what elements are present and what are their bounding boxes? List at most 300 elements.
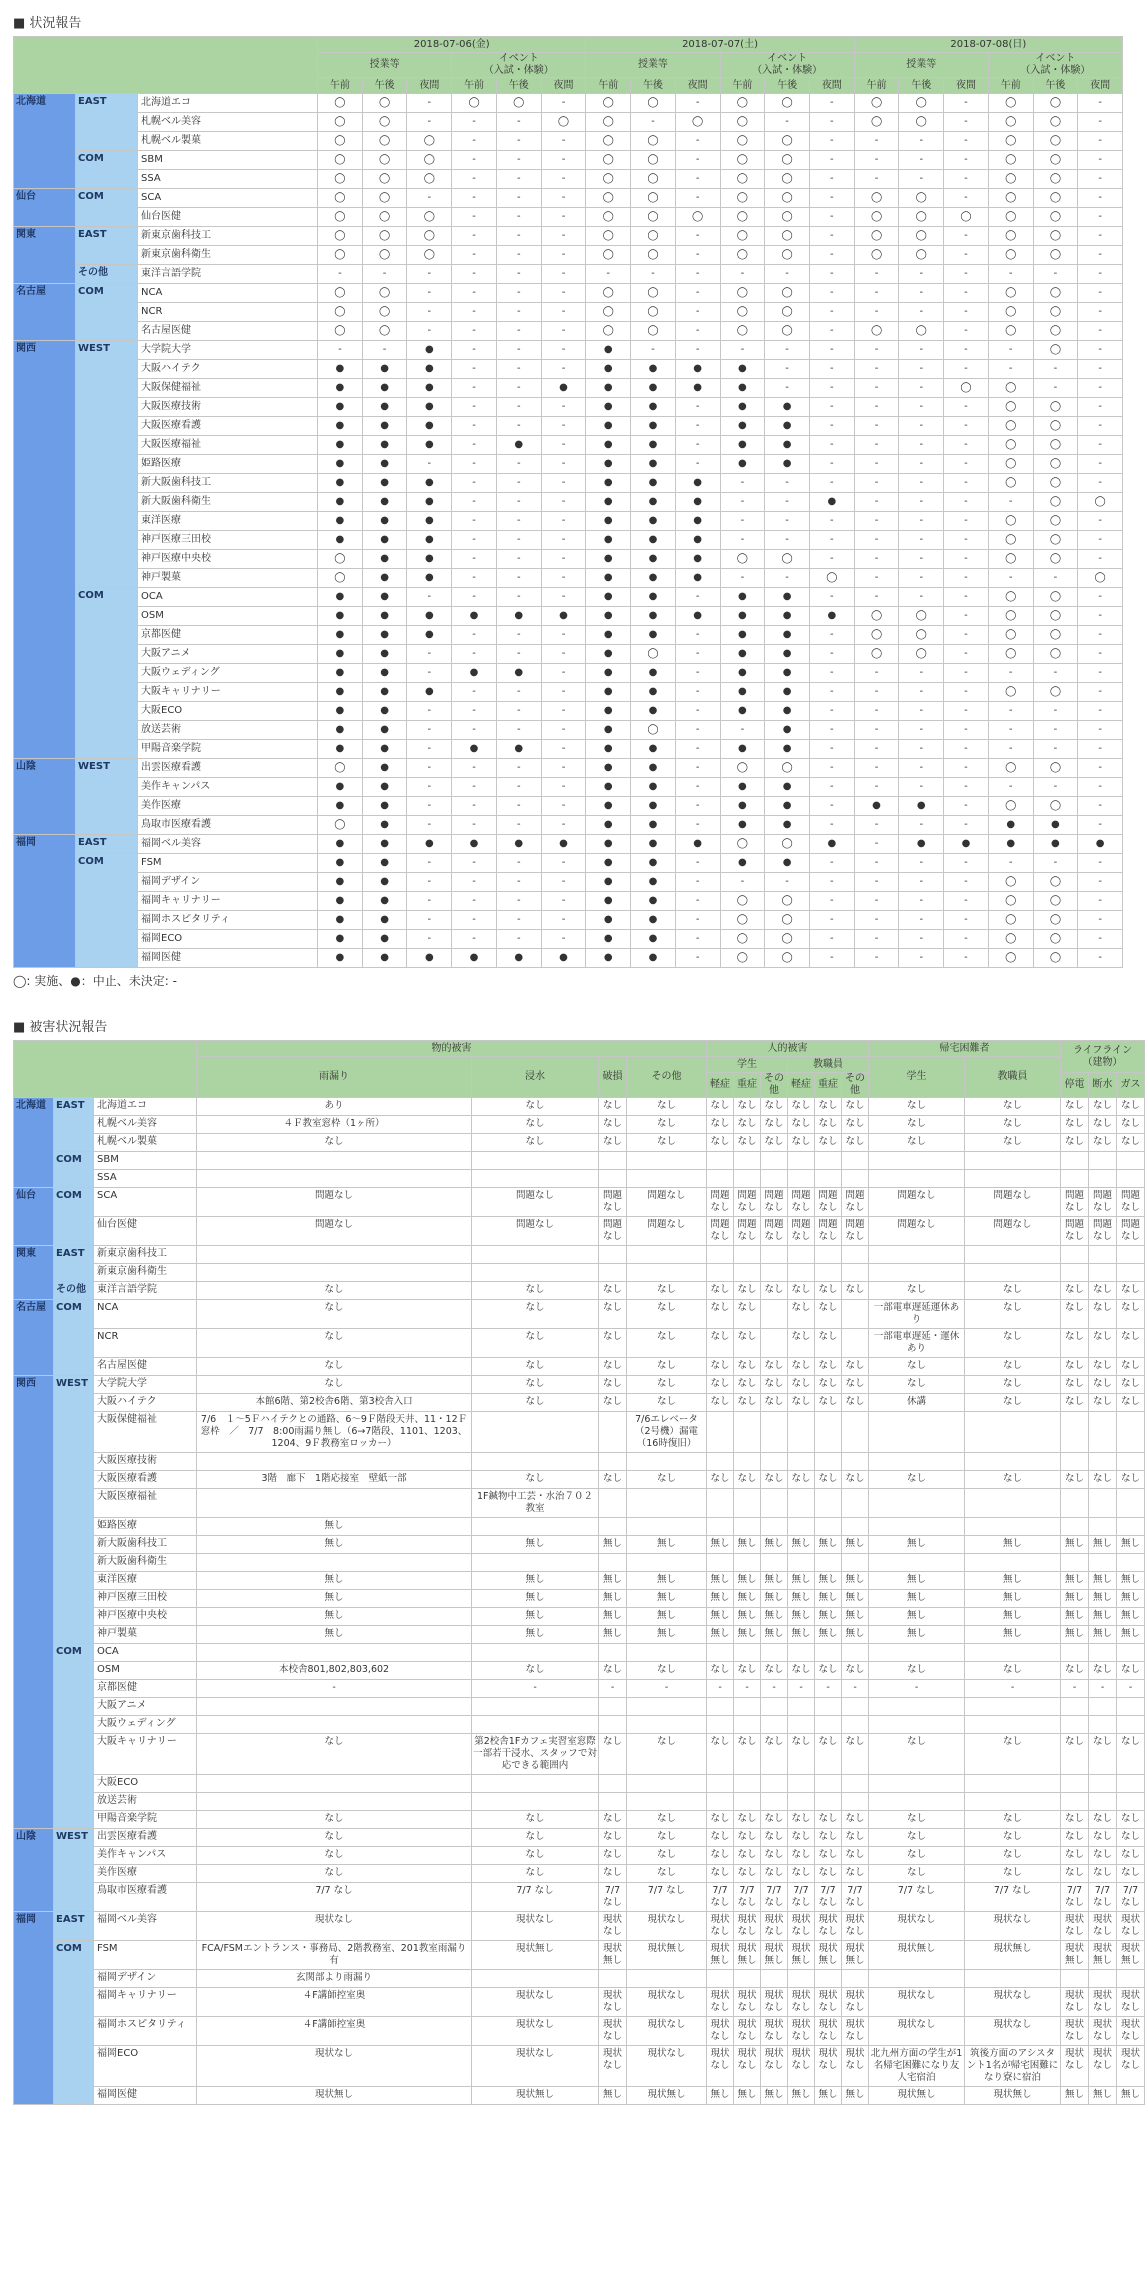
cancelled-mark: ● <box>586 854 631 873</box>
damage-cell: なし <box>965 1829 1061 1847</box>
undecided-mark: - <box>496 398 541 417</box>
slot-header: 午後 <box>496 78 541 94</box>
damage-cell <box>965 1793 1061 1811</box>
cancelled-mark: ● <box>765 455 810 474</box>
damage-cell <box>1117 1412 1145 1453</box>
damage-cell <box>815 1152 842 1170</box>
damage-cell: なし <box>965 1329 1061 1358</box>
damage-cell: なし <box>965 1134 1061 1152</box>
status-row <box>14 949 1123 968</box>
undecided-mark: - <box>675 341 720 360</box>
damage-cell: なし <box>815 1829 842 1847</box>
cancelled-mark: ● <box>362 607 407 626</box>
region-cell: 仙台 <box>14 189 76 227</box>
undecided-mark: - <box>1033 721 1078 740</box>
damage-row <box>14 1572 1145 1590</box>
damage-cell: なし <box>734 1865 761 1883</box>
damage-cell: 無し <box>842 1608 869 1626</box>
physical-sub-header: 破損 <box>599 1057 627 1098</box>
physical-damage-header: 物的被害 <box>197 1041 707 1057</box>
undecided-mark: - <box>407 284 452 303</box>
date-header: 2018-07-08(日) <box>854 37 1122 53</box>
damage-cell <box>627 1453 707 1471</box>
status-row <box>14 113 1123 132</box>
damage-cell: なし <box>815 1134 842 1152</box>
held-mark: ◯ <box>854 208 899 227</box>
undecided-mark: - <box>854 550 899 569</box>
damage-cell: なし <box>788 1376 815 1394</box>
undecided-mark: - <box>809 740 854 759</box>
damage-cell <box>1117 1264 1145 1282</box>
held-mark: ◯ <box>1033 645 1078 664</box>
held-mark: ◯ <box>362 132 407 151</box>
damage-cell: なし <box>472 1376 599 1394</box>
cancelled-mark: ● <box>318 398 363 417</box>
undecided-mark: - <box>452 531 497 550</box>
cancelled-mark: ● <box>586 873 631 892</box>
damage-cell: なし <box>842 1811 869 1829</box>
damage-cell: 無し <box>472 1590 599 1608</box>
held-mark: ◯ <box>362 227 407 246</box>
damage-cell <box>197 1453 472 1471</box>
undecided-mark: - <box>988 702 1033 721</box>
undecided-mark: - <box>854 284 899 303</box>
held-mark: ◯ <box>586 246 631 265</box>
held-mark: ◯ <box>1033 759 1078 778</box>
damage-cell: なし <box>197 1300 472 1329</box>
damage-row <box>14 1282 1145 1300</box>
held-mark: ◯ <box>988 246 1033 265</box>
status-row <box>14 835 1123 854</box>
injury-header: 軽症 <box>707 1073 734 1098</box>
school-name: 大阪ハイテク <box>138 360 318 379</box>
undecided-mark: - <box>496 645 541 664</box>
cancelled-mark: ● <box>854 797 899 816</box>
damage-cell: なし <box>734 1829 761 1847</box>
school-name: 姫路医療 <box>138 455 318 474</box>
held-mark: ◯ <box>765 550 810 569</box>
cancelled-mark: ● <box>407 493 452 512</box>
undecided-mark: - <box>1078 436 1123 455</box>
damage-cell <box>197 1264 472 1282</box>
status-row <box>14 873 1123 892</box>
damage-cell: 無し <box>965 1626 1061 1644</box>
undecided-mark: - <box>1078 550 1123 569</box>
damage-cell: 現状なし <box>815 1988 842 2017</box>
damage-cell: 無し <box>788 1626 815 1644</box>
held-mark: ◯ <box>631 227 676 246</box>
school-name: 新大阪歯科技工 <box>138 474 318 493</box>
damage-cell: 無し <box>734 2087 761 2105</box>
held-mark: ◯ <box>988 892 1033 911</box>
school-name: 大阪アニメ <box>94 1698 197 1716</box>
undecided-mark: - <box>899 816 944 835</box>
damage-cell: なし <box>734 1300 761 1329</box>
undecided-mark: - <box>944 607 989 626</box>
undecided-mark: - <box>496 569 541 588</box>
undecided-mark: - <box>541 341 586 360</box>
damage-cell: 現状無し <box>472 2087 599 2105</box>
damage-cell: なし <box>869 1116 965 1134</box>
damage-row <box>14 1941 1145 1970</box>
cancelled-mark: ● <box>586 892 631 911</box>
cancelled-mark: ● <box>318 493 363 512</box>
damage-cell: なし <box>788 1847 815 1865</box>
held-mark: ◯ <box>988 170 1033 189</box>
damage-cell: なし <box>1089 1662 1117 1680</box>
undecided-mark: - <box>1033 778 1078 797</box>
damage-cell: 問題なし <box>1089 1217 1117 1246</box>
undecided-mark: - <box>1078 132 1123 151</box>
cancelled-mark: ● <box>362 778 407 797</box>
cancelled-mark: ● <box>586 778 631 797</box>
damage-cell: なし <box>197 1282 472 1300</box>
damage-cell: 7/7 なし <box>869 1883 965 1912</box>
region-cell: 名古屋 <box>14 284 76 341</box>
damage-cell: なし <box>472 1329 599 1358</box>
damage-cell: 無し <box>842 1590 869 1608</box>
undecided-mark: - <box>809 265 854 284</box>
damage-cell: 現状無し <box>842 1941 869 1970</box>
cancelled-mark: ● <box>675 569 720 588</box>
undecided-mark: - <box>809 778 854 797</box>
school-name: 仙台医健 <box>138 208 318 227</box>
held-mark: ◯ <box>720 246 765 265</box>
damage-cell <box>599 1246 627 1264</box>
held-mark: ◯ <box>407 151 452 170</box>
damage-cell: 現状なし <box>761 1988 788 2017</box>
undecided-mark: - <box>541 759 586 778</box>
damage-cell: 無し <box>1089 1572 1117 1590</box>
held-mark: ◯ <box>631 208 676 227</box>
damage-cell: なし <box>965 1116 1061 1134</box>
damage-cell <box>472 1453 599 1471</box>
damage-cell: - <box>965 1680 1061 1698</box>
cancelled-mark: ● <box>407 835 452 854</box>
damage-cell <box>965 1716 1061 1734</box>
cancelled-mark: ● <box>362 417 407 436</box>
cancelled-mark: ● <box>362 816 407 835</box>
damage-cell: なし <box>627 1734 707 1775</box>
damage-cell: 現状なし <box>1061 1988 1089 2017</box>
school-name: 新大阪歯科衛生 <box>94 1554 197 1572</box>
undecided-mark: - <box>809 759 854 778</box>
undecided-mark: - <box>541 170 586 189</box>
damage-cell <box>599 1775 627 1793</box>
damage-row <box>14 1170 1145 1188</box>
undecided-mark: - <box>899 588 944 607</box>
damage-cell: 無し <box>707 1626 734 1644</box>
damage-cell: 現状無し <box>869 1941 965 1970</box>
damage-cell <box>869 1412 965 1453</box>
damage-cell <box>761 1518 788 1536</box>
school-name: 大阪医療福祉 <box>138 436 318 455</box>
undecided-mark: - <box>944 227 989 246</box>
damage-cell <box>869 1793 965 1811</box>
damage-cell: 現状無し <box>965 2087 1061 2105</box>
undecided-mark: - <box>944 151 989 170</box>
undecided-mark: - <box>944 113 989 132</box>
damage-cell: なし <box>707 1329 734 1358</box>
damage-cell <box>815 1775 842 1793</box>
damage-cell: なし <box>627 1282 707 1300</box>
damage-cell: なし <box>627 1358 707 1376</box>
damage-cell: なし <box>599 1865 627 1883</box>
damage-cell: なし <box>761 1394 788 1412</box>
damage-cell: なし <box>707 1098 734 1116</box>
cancelled-mark: ● <box>586 835 631 854</box>
undecided-mark: - <box>765 493 810 512</box>
cancelled-mark: ● <box>675 531 720 550</box>
undecided-mark: - <box>809 436 854 455</box>
damage-cell <box>842 1793 869 1811</box>
undecided-mark: - <box>854 873 899 892</box>
damage-cell: 無し <box>707 2087 734 2105</box>
held-mark: ◯ <box>720 892 765 911</box>
damage-cell: なし <box>707 1116 734 1134</box>
undecided-mark: - <box>899 531 944 550</box>
school-name: 北海道エコ <box>138 94 318 113</box>
status-row <box>14 740 1123 759</box>
cancelled-mark: ● <box>586 341 631 360</box>
damage-cell <box>965 1775 1061 1793</box>
undecided-mark: - <box>899 170 944 189</box>
cancelled-mark: ● <box>631 398 676 417</box>
held-mark: ◯ <box>1033 474 1078 493</box>
undecided-mark: - <box>541 436 586 455</box>
damage-cell <box>842 1716 869 1734</box>
damage-cell: 問題なし <box>815 1188 842 1217</box>
held-mark: ◯ <box>1033 284 1078 303</box>
cancelled-mark: ● <box>318 740 363 759</box>
damage-cell: なし <box>472 1662 599 1680</box>
undecided-mark: - <box>809 854 854 873</box>
damage-row <box>14 1134 1145 1152</box>
undecided-mark: - <box>541 702 586 721</box>
damage-cell: 現状なし <box>869 1912 965 1941</box>
undecided-mark: - <box>452 436 497 455</box>
undecided-mark: - <box>675 702 720 721</box>
damage-cell: 現状なし <box>197 1912 472 1941</box>
cancelled-mark: ● <box>765 797 810 816</box>
held-mark: ◯ <box>452 94 497 113</box>
class-header: 授業等 <box>854 53 988 78</box>
damage-cell <box>788 1453 815 1471</box>
held-mark: ◯ <box>407 227 452 246</box>
damage-cell: なし <box>627 1098 707 1116</box>
damage-cell: - <box>197 1680 472 1698</box>
held-mark: ◯ <box>988 398 1033 417</box>
damage-cell <box>965 1489 1061 1518</box>
undecided-mark: - <box>452 911 497 930</box>
undecided-mark: - <box>1078 94 1123 113</box>
cancelled-mark: ● <box>988 835 1033 854</box>
cancelled-mark: ● <box>496 949 541 968</box>
held-mark: ◯ <box>988 512 1033 531</box>
undecided-mark: - <box>854 892 899 911</box>
held-mark: ◯ <box>988 474 1033 493</box>
cancelled-mark: ● <box>586 493 631 512</box>
held-mark: ◯ <box>407 208 452 227</box>
cancelled-mark: ● <box>586 759 631 778</box>
undecided-mark: - <box>1078 379 1123 398</box>
undecided-mark: - <box>720 531 765 550</box>
damage-cell: 無し <box>965 1608 1061 1626</box>
undecided-mark: - <box>496 930 541 949</box>
cancelled-mark: ● <box>318 379 363 398</box>
damage-cell: 現状なし <box>1089 2046 1117 2087</box>
undecided-mark: - <box>541 683 586 702</box>
damage-cell <box>815 1644 842 1662</box>
undecided-mark: - <box>988 740 1033 759</box>
undecided-mark: - <box>854 854 899 873</box>
undecided-mark: - <box>809 873 854 892</box>
undecided-mark: - <box>809 588 854 607</box>
undecided-mark: - <box>854 911 899 930</box>
damage-cell <box>627 1698 707 1716</box>
damage-cell <box>1089 1412 1117 1453</box>
school-name: 福岡ホスピタリティ <box>94 2017 197 2046</box>
undecided-mark: - <box>899 436 944 455</box>
undecided-mark: - <box>452 816 497 835</box>
cancelled-mark: ● <box>362 569 407 588</box>
damage-row <box>14 1518 1145 1536</box>
cancelled-mark: ● <box>318 455 363 474</box>
held-mark: ◯ <box>586 303 631 322</box>
damage-row <box>14 1716 1145 1734</box>
undecided-mark: - <box>407 645 452 664</box>
held-mark: ◯ <box>988 151 1033 170</box>
cancelled-mark: ● <box>720 778 765 797</box>
undecided-mark: - <box>944 550 989 569</box>
damage-cell: なし <box>627 1662 707 1680</box>
damage-cell: なし <box>761 1734 788 1775</box>
cancelled-mark: ● <box>407 683 452 702</box>
undecided-mark: - <box>452 721 497 740</box>
undecided-mark: - <box>944 322 989 341</box>
cancelled-mark: ● <box>586 740 631 759</box>
damage-cell: なし <box>734 1376 761 1394</box>
held-mark: ◯ <box>631 132 676 151</box>
undecided-mark: - <box>899 379 944 398</box>
cancelled-mark: ● <box>452 949 497 968</box>
damage-cell <box>815 1489 842 1518</box>
region-cell: 関東 <box>14 1246 54 1300</box>
damage-cell: なし <box>197 1847 472 1865</box>
undecided-mark: - <box>541 740 586 759</box>
damage-cell <box>761 1170 788 1188</box>
held-mark: ◯ <box>854 607 899 626</box>
damage-cell: 無し <box>734 1608 761 1626</box>
held-mark: ◯ <box>899 189 944 208</box>
undecided-mark: - <box>452 702 497 721</box>
damage-cell: 現状無し <box>869 2087 965 2105</box>
status-row <box>14 227 1123 246</box>
undecided-mark: - <box>541 132 586 151</box>
damage-row <box>14 1489 1145 1518</box>
status-table <box>13 36 1123 968</box>
damage-cell: なし <box>627 1116 707 1134</box>
undecided-mark: - <box>809 455 854 474</box>
undecided-mark: - <box>1078 721 1123 740</box>
held-mark: ◯ <box>1033 512 1078 531</box>
damage-cell: 現状なし <box>788 2046 815 2087</box>
held-mark: ◯ <box>988 303 1033 322</box>
held-mark: ◯ <box>362 284 407 303</box>
damage-cell <box>599 1644 627 1662</box>
damage-cell <box>472 1412 599 1453</box>
damage-cell <box>627 1716 707 1734</box>
cancelled-mark: ● <box>586 379 631 398</box>
cancelled-mark: ● <box>631 835 676 854</box>
cancelled-mark: ● <box>586 550 631 569</box>
undecided-mark: - <box>496 778 541 797</box>
damage-cell: 無し <box>197 1536 472 1554</box>
held-mark: ◯ <box>765 303 810 322</box>
stranded-sub-header: 学生 <box>869 1057 965 1098</box>
damage-cell: なし <box>761 1116 788 1134</box>
region-cell: 名古屋 <box>14 1300 54 1376</box>
undecided-mark: - <box>854 493 899 512</box>
undecided-mark: - <box>1078 683 1123 702</box>
undecided-mark: - <box>854 531 899 550</box>
damage-cell: 現状無し <box>627 1941 707 1970</box>
held-mark: ◯ <box>1033 132 1078 151</box>
damage-cell: 現状なし <box>965 2017 1061 2046</box>
damage-cell: なし <box>1089 1865 1117 1883</box>
held-mark: ◯ <box>988 436 1033 455</box>
damage-cell: なし <box>1117 1865 1145 1883</box>
undecided-mark: - <box>899 151 944 170</box>
undecided-mark: - <box>452 683 497 702</box>
held-mark: ◯ <box>318 550 363 569</box>
undecided-mark: - <box>496 550 541 569</box>
undecided-mark: - <box>407 588 452 607</box>
damage-cell <box>869 1554 965 1572</box>
undecided-mark: - <box>899 759 944 778</box>
damage-cell: 7/7 なし <box>965 1883 1061 1912</box>
undecided-mark: - <box>452 930 497 949</box>
undecided-mark: - <box>944 645 989 664</box>
damage-cell: なし <box>1061 1116 1089 1134</box>
slot-header: 夜間 <box>944 78 989 94</box>
damage-cell: 無し <box>1117 1536 1145 1554</box>
held-mark: ◯ <box>1033 322 1078 341</box>
damage-row <box>14 1453 1145 1471</box>
undecided-mark: - <box>675 417 720 436</box>
damage-cell: なし <box>627 1471 707 1489</box>
cancelled-mark: ● <box>362 797 407 816</box>
undecided-mark: - <box>541 265 586 284</box>
damage-cell: なし <box>627 1394 707 1412</box>
undecided-mark: - <box>541 645 586 664</box>
damage-cell: 無し <box>1117 1608 1145 1626</box>
physical-sub-header: 浸水 <box>472 1057 599 1098</box>
damage-cell: 現状なし <box>788 2017 815 2046</box>
cancelled-mark: ● <box>541 607 586 626</box>
school-name: 東洋医療 <box>138 512 318 531</box>
cancelled-mark: ● <box>318 702 363 721</box>
held-mark: ◯ <box>944 379 989 398</box>
damage-cell: 現状なし <box>472 2017 599 2046</box>
damage-cell <box>1089 1554 1117 1572</box>
damage-cell <box>1089 1489 1117 1518</box>
undecided-mark: - <box>541 246 586 265</box>
damage-cell: なし <box>815 1865 842 1883</box>
undecided-mark: - <box>452 512 497 531</box>
undecided-mark: - <box>765 379 810 398</box>
damage-cell <box>599 1716 627 1734</box>
